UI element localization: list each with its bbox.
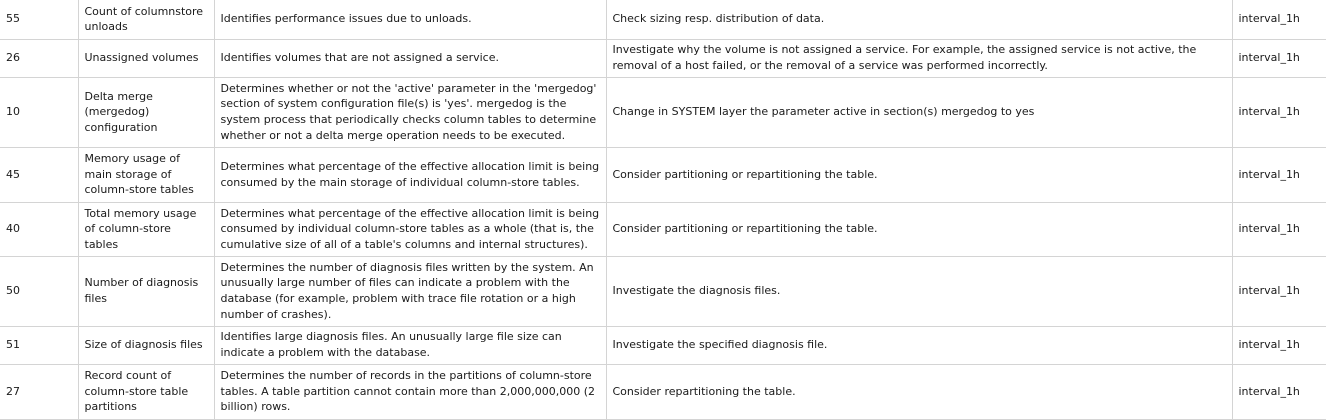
- check-id-cell: 27: [0, 364, 78, 419]
- description-cell: Determines what percentage of the effective allocation limit is being consumed by the main storage of individual column-store tables.: [214, 147, 606, 202]
- check-id-cell: 26: [0, 39, 78, 77]
- check-name-cell: Total memory usage of column-store tables: [78, 202, 214, 256]
- user-action-cell: Consider partitioning or repartitioning the table.: [606, 147, 1232, 202]
- check-name-cell: Unassigned volumes: [78, 39, 214, 77]
- interval-cell: interval_1h: [1232, 256, 1326, 326]
- description-cell: Determines what percentage of the effective allocation limit is being consumed by individual column-store tables as a whole (that is, the cumulative size of all of a table's columns and internal structures).: [214, 202, 606, 256]
- interval-cell: interval_1h: [1232, 39, 1326, 77]
- check-name-cell: Memory usage of main storage of column-store tables: [78, 147, 214, 202]
- interval-cell: interval_1h: [1232, 77, 1326, 147]
- table-row: [0, 77, 1326, 147]
- user-action-cell: Check sizing resp. distribution of data.: [606, 0, 1232, 39]
- table-row: [0, 147, 1326, 202]
- table-row: [0, 326, 1326, 364]
- check-id-cell: 40: [0, 202, 78, 256]
- check-name-cell: Number of diagnosis files: [78, 256, 214, 326]
- interval-cell: interval_1h: [1232, 0, 1326, 39]
- check-name-cell: Delta merge (mergedog) configuration: [78, 77, 214, 147]
- interval-cell: interval_1h: [1232, 147, 1326, 202]
- interval-cell: interval_1h: [1232, 326, 1326, 364]
- check-id-cell: 10: [0, 77, 78, 147]
- check-id-cell: 50: [0, 256, 78, 326]
- user-action-cell: Investigate why the volume is not assigned a service. For example, the assigned service is not active, the removal of a host failed, or the removal of a service was performed incorrectly.: [606, 39, 1232, 77]
- description-cell: Identifies volumes that are not assigned a service.: [214, 39, 606, 77]
- check-name-cell: Record count of column-store table partitions: [78, 364, 214, 419]
- user-action-cell: Investigate the diagnosis files.: [606, 256, 1232, 326]
- check-name-cell: Count of columnstore unloads: [78, 0, 214, 39]
- user-action-cell: Investigate the specified diagnosis file.: [606, 326, 1232, 364]
- check-id-cell: 45: [0, 147, 78, 202]
- table-row: [0, 39, 1326, 77]
- check-id-cell: 55: [0, 0, 78, 39]
- user-action-cell: Consider repartitioning the table.: [606, 364, 1232, 419]
- user-action-cell: Change in SYSTEM layer the parameter active in section(s) mergedog to yes: [606, 77, 1232, 147]
- description-cell: Determines the number of records in the partitions of column-store tables. A table partition cannot contain more than 2,000,000,000 (2 billion) rows.: [214, 364, 606, 419]
- table-row: [0, 364, 1326, 419]
- table-row: [0, 256, 1326, 326]
- check-name-cell: Size of diagnosis files: [78, 326, 214, 364]
- interval-cell: interval_1h: [1232, 364, 1326, 419]
- interval-cell: interval_1h: [1232, 202, 1326, 256]
- table-row: [0, 0, 1326, 39]
- user-action-cell: Consider partitioning or repartitioning the table.: [606, 202, 1232, 256]
- description-cell: Determines the number of diagnosis files written by the system. An unusually large number of files can indicate a problem with the database (for example, problem with trace file rotation or a high number of crashes).: [214, 256, 606, 326]
- description-cell: Identifies large diagnosis files. An unusually large file size can indicate a problem with the database.: [214, 326, 606, 364]
- check-id-cell: 51: [0, 326, 78, 364]
- description-cell: Identifies performance issues due to unloads.: [214, 0, 606, 39]
- description-cell: Determines whether or not the 'active' parameter in the 'mergedog' section of system configuration file(s) is 'yes'. mergedog is the system process that periodically checks column tables to determine whether or not a delta merge operation needs to be executed.: [214, 77, 606, 147]
- table-row: [0, 202, 1326, 256]
